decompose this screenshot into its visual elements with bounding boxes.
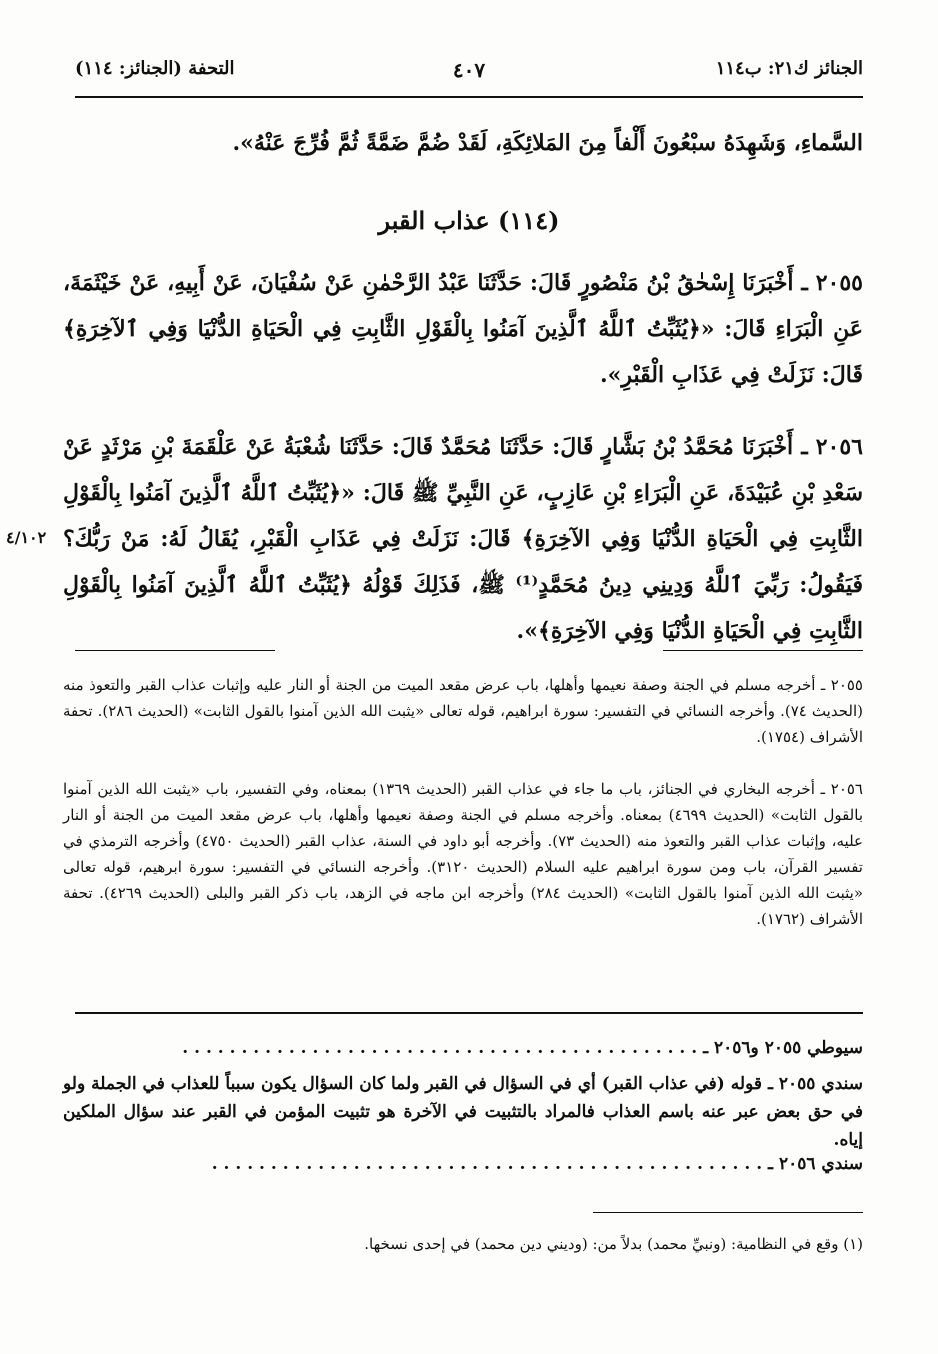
continuation-text: السَّماءِ، وَشَهِدَهُ سبْعُونَ أَلْفاً مِنَ المَلائِكَةِ، لَقَدْ ضُمَّ ضَمَّةً ثُمَّ فُرِّجَ عَنْهُ». [232,130,863,156]
commentary-rule [75,1012,863,1014]
footnote-1: (١) وقع في النظامية: (ونبيِّ محمد) بدلاً من: (وديني دين محمد) في إحدى نسخها. [364,1235,863,1253]
sindi-2056: سندي ٢٠٥٦ ـ . . . . . . . . . . . . . . . . . . . . . . . . . . . . . . . . . . . . . . . . . . . . . . . [211,1154,863,1174]
takhrij-rule [75,650,275,651]
margin-reference: ٤/١٠٢ [6,528,47,547]
chapter-title: (١١٤) عذاب القبر [378,206,560,235]
hadith-2055: ٢٠٥٥ ـ أَخْبَرَنَا إِسْحٰقُ بْنُ مَنْصُورٍ قَالَ: حَدَّثَنَا عَبْدُ الرَّحْمٰنِ عَنْ سُفْيَانَ، عَنْ أَبِيهِ، عَنْ خَيْثَمَةَ، عَنِ الْبَرَاءِ قَالَ: «﴿يُثَبِّتُ ٱللَّهُ ٱلَّذِينَ آمَنُوا بِالْقَوْلِ الثَّابِتِ فِي الْحَيَاةِ الدُّنْيَا وَفِي ٱلآخِرَةِ﴾ قَالَ: نَزَلَتْ فِي عَذَابِ الْقَبْرِ». [63,270,863,388]
takhrij-2056: ٢٠٥٦ ـ أخرجه البخاري في الجنائز، باب ما جاء في عذاب القبر (الحديث ١٣٦٩) بمعناه، وفي التفسير، باب «يثبت الله الذين آمنوا بالقول الثابت» (الحديث ٤٦٩٩) بمعناه. وأخرجه مسلم في الجنة وصفة نعيمها وأهلها، باب عرض مقعد الميت من الجنة أو النار عليه، وإثبات عذاب القبر والتعوذ منه (الحديث ٧٣). وأخرجه أبو داود في السنة، عذاب القبر (الحديث ٤٧٥٠) وأخرجه الترمذي في تفسير القرآن، باب ومن سورة ابراهيم عليه السلام (الحديث ٣١٢٠). وأخرجه النسائي في التفسير: سورة ابرهيم، قوله تعالى «يثبت الله الذين آمنوا بالقول الثابت» (الحديث ٢٨٤) وأخرجه ابن ماجه في الزهد، باب ذكر القبر والبلى (الحديث ٤٢٦٩). تحفة الأشراف (١٧٦٢). [63,780,863,928]
header-rule [75,96,863,98]
page-header [75,58,863,88]
suyuti-2055-2056: سيوطي ٢٠٥٥ و٢٠٥٦ ـ . . . . . . . . . . . . . . . . . . . . . . . . . . . . . . . . . . . . . . . . . . . . [182,1038,863,1058]
header-chapter-ref: الجنائز ك٢١: ب١١٤ [715,58,863,79]
page-number: ٤٠٧ [452,58,486,82]
takhrij-rule-right [663,650,863,651]
hadith-2056: ٢٠٥٦ ـ أَخْبَرَنَا مُحَمَّدُ بْنُ بَشَّارٍ قَالَ: حَدَّثَنَا مُحَمَّدٌ قَالَ: حَدَّثَنَا شُعْبَةُ عَنْ عَلْقَمَةَ بْنِ مَرْثَدٍ عَنْ سَعْدِ بْنِ عُبَيْدَةَ، عَنِ الْبَرَاءِ بْنِ عَازِبٍ، عَنِ النَّبِيِّ ﷺ قَالَ: «﴿يُثَبِّتُ ٱللَّهُ ٱلَّذِينَ آمَنُوا بِالْقَوْلِ الثَّابِتِ فِي الْحَيَاةِ الدُّنْيَا وَفِي الآخِرَةِ﴾ قَالَ: نَزَلَتْ فِي عَذَابِ الْقَبْرِ، يُقَالُ لَهُ: مَنْ رَبُّكَ؟ فَيَقُولُ: رَبِّيَ ٱللَّهُ وَدِينِي دِينُ مُحَمَّدٍ⁽¹⁾ ﷺ، فَذَلِكَ قَوْلُهُ ﴿يُثَبِّتُ ٱللَّهُ ٱلَّذِينَ آمَنُوا بِالْقَوْلِ الثَّابِتِ فِي الْحَيَاةِ الدُّنْيَا وَفِي الآخِرَةِ﴾». [63,434,863,644]
sindi-2055: سندي ٢٠٥٥ ـ قوله (في عذاب القبر) أي في السؤال في القبر ولما كان السؤال يكون سبباً للعذاب في الجملة ولو في حق بعض عبر عنه باسم العذاب فالمراد بالتثبيت في الآخرة هو تثبيت المؤمن في القبر عند سؤال الملكين إياه. [63,1074,863,1150]
footnote-rule [593,1212,863,1213]
header-tuhfa-ref: التحفة (الجنائز: ١١٤) [75,58,235,79]
takhrij-2055: ٢٠٥٥ ـ أخرجه مسلم في الجنة وصفة نعيمها وأهلها، باب عرض مقعد الميت من الجنة أو النار عليه وإثبات عذاب القبر والتعوذ منه (الحديث ٧٤). وأخرجه النسائي في التفسير: سورة ابراهيم، قوله تعالى «يثبت الله الذين آمنوا بالقول الثابت» (الحديث ٢٨٦). تحفة الأشراف (١٧٥٤). [63,676,863,746]
